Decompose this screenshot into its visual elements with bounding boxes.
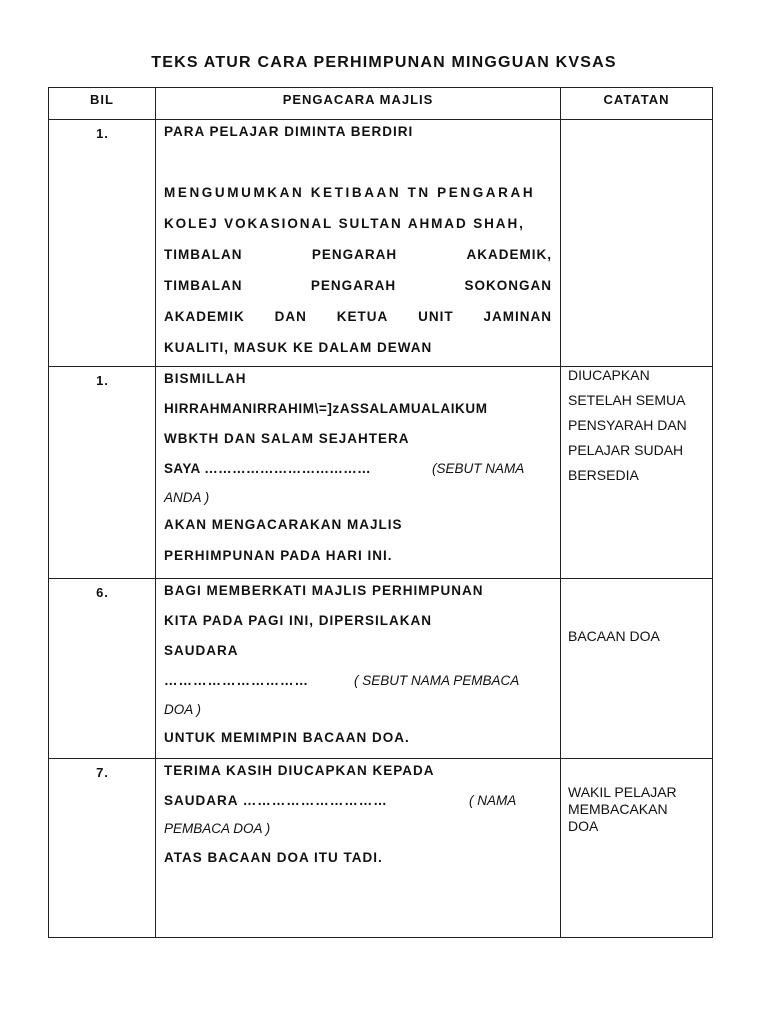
script-line: HIRRAHMANIRRAHIM\=]zASSALAMUALAIKUM <box>164 401 488 416</box>
script-line: AKADEMIK DAN KETUA UNIT JAMINAN <box>164 309 552 324</box>
page-title: TEKS ATUR CARA PERHIMPUNAN MINGGUAN KVSAS <box>151 54 617 71</box>
script-line: KOLEJ VOKASIONAL SULTAN AHMAD SHAH, <box>164 216 525 231</box>
script-line: PERHIMPUNAN PADA HARI INI. <box>164 548 393 563</box>
italic-note: ANDA ) <box>164 490 210 505</box>
script-line: BAGI MEMBERKATI MAJLIS PERHIMPUNAN <box>164 583 484 598</box>
italic-note: (SEBUT NAMA <box>432 461 525 476</box>
script-line: KITA PADA PAGI INI, DIPERSILAKAN <box>164 613 433 628</box>
bil-cell <box>49 367 156 578</box>
table-row <box>49 758 712 937</box>
script-line: AKAN MENGACARAKAN MAJLIS <box>164 517 403 532</box>
script-line: SAUDARA <box>164 643 239 658</box>
italic-note: PEMBACA DOA ) <box>164 821 271 836</box>
table-row <box>49 578 712 758</box>
table-row <box>49 366 712 578</box>
note-line: MEMBACAKAN <box>568 801 668 817</box>
header-catatan: CATATAN <box>603 92 670 107</box>
table-row <box>49 119 712 366</box>
script-line: SAUDARA ………………………… <box>164 793 388 808</box>
catatan-cell <box>561 367 712 578</box>
row-number: 1. <box>96 373 109 388</box>
script-line: TIMBALAN PENGARAH AKADEMIK, <box>164 247 552 262</box>
script-line: ………………………… <box>164 673 309 688</box>
script-line: BISMILLAH <box>164 371 247 386</box>
note-line: DOA <box>568 818 599 834</box>
pengacara-cell <box>156 367 561 578</box>
italic-note: ( NAMA <box>469 793 517 808</box>
script-line: MENGUMUMKAN KETIBAAN TN PENGARAH <box>164 185 536 200</box>
pengacara-cell <box>156 120 561 366</box>
script-line: TERIMA KASIH DIUCAPKAN KEPADA <box>164 763 435 778</box>
table-header-row <box>49 88 712 119</box>
note-line: PENSYARAH DAN <box>568 417 687 433</box>
script-line: KUALITI, MASUK KE DALAM DEWAN <box>164 340 433 355</box>
note-line: BERSEDIA <box>568 467 639 483</box>
header-bil: BIL <box>49 88 156 119</box>
catatan-cell <box>561 120 712 366</box>
script-line: TIMBALAN PENGARAH SOKONGAN <box>164 278 552 293</box>
note-line: DIUCAPKAN <box>568 367 650 383</box>
bil-cell <box>49 759 156 937</box>
script-line: PARA PELAJAR DIMINTA BERDIRI <box>164 124 414 139</box>
script-line: UNTUK MEMIMPIN BACAAN DOA. <box>164 730 410 745</box>
script-line: ATAS BACAAN DOA ITU TADI. <box>164 850 383 865</box>
bil-cell <box>49 120 156 366</box>
row-number: 7. <box>96 765 109 780</box>
catatan-cell <box>561 759 712 937</box>
italic-note: ( SEBUT NAMA PEMBACA <box>354 673 520 688</box>
pengacara-cell <box>156 579 561 758</box>
note-line: WAKIL PELAJAR <box>568 784 677 800</box>
header-pengacara: PENGACARA MAJLIS <box>156 88 561 119</box>
script-line: SAYA ……………………………… <box>164 461 372 476</box>
script-line: WBKTH DAN SALAM SEJAHTERA <box>164 431 410 446</box>
bil-cell <box>49 579 156 758</box>
pengacara-cell <box>156 759 561 937</box>
note-line: SETELAH SEMUA <box>568 392 686 408</box>
row-number: 1. <box>96 126 109 141</box>
schedule-table <box>48 87 713 938</box>
note-line: PELAJAR SUDAH <box>568 442 684 458</box>
catatan-cell <box>561 579 712 758</box>
row-number: 6. <box>96 585 109 600</box>
note-line: BACAAN DOA <box>568 628 660 644</box>
italic-note: DOA ) <box>164 702 201 717</box>
